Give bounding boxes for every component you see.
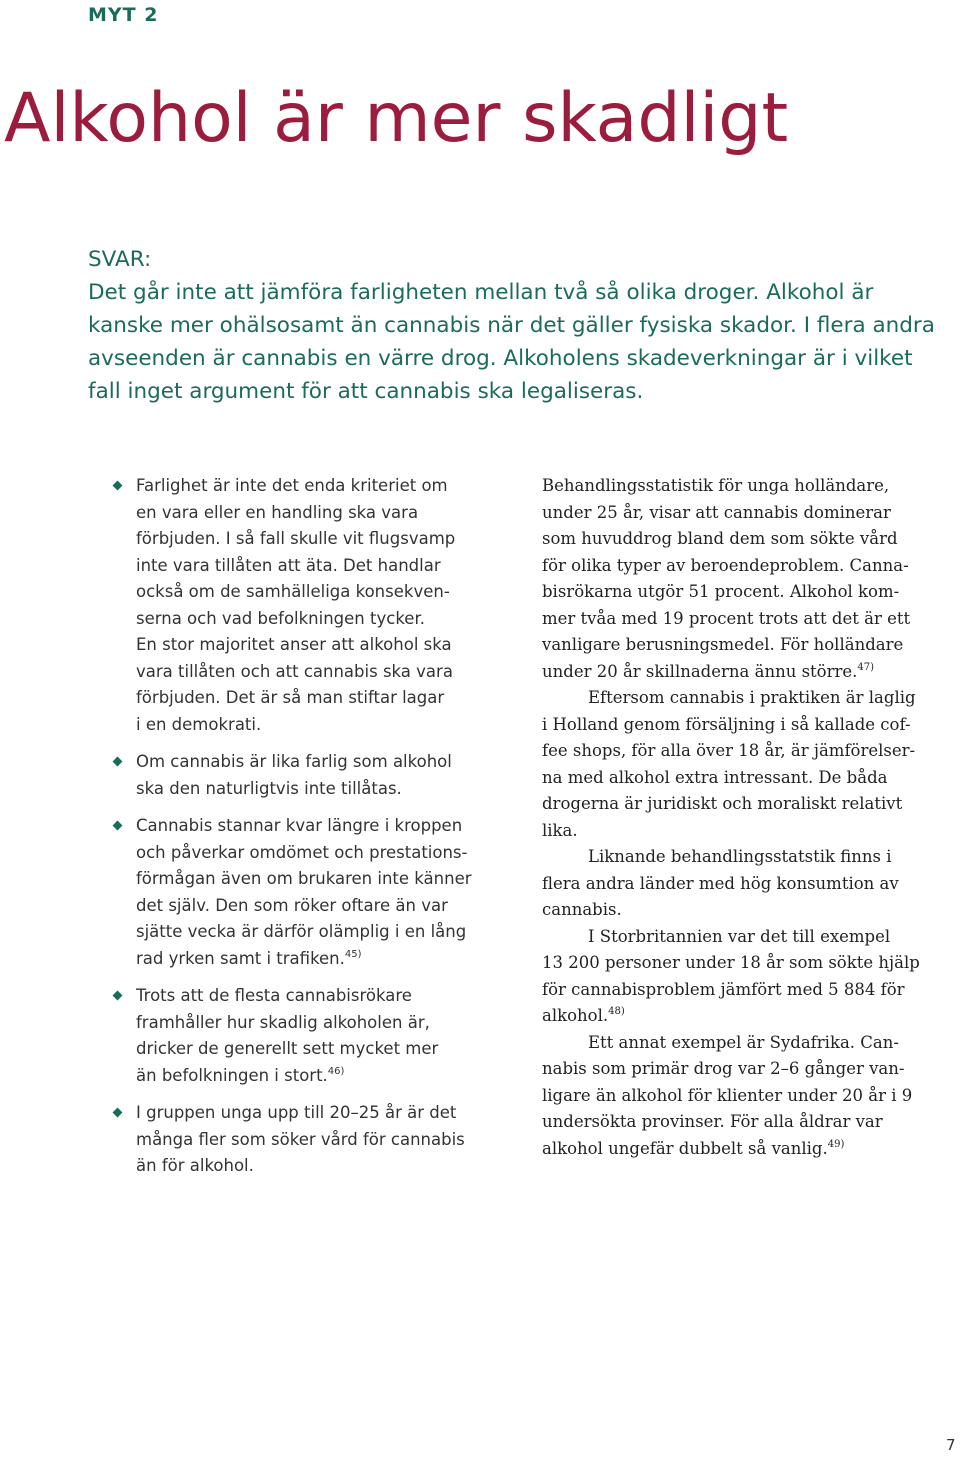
text-line: Behandlingsstatistik för unga holländare, <box>542 476 890 495</box>
text-line-content: alkohol ungefär dubbelt så vanlig. <box>542 1138 828 1158</box>
text-line: bisrökarna utgör 51 procent. Alkohol kom- <box>542 582 900 601</box>
bullet-line: Farlighet är inte det enda kriteriet om <box>136 476 448 495</box>
footnote-ref: 49) <box>827 1138 845 1150</box>
text-line: cannabis. <box>542 900 622 919</box>
text-line: I Storbritannien var det till exempel <box>588 926 891 946</box>
bullet-line: många fler som söker vård för cannabis <box>136 1129 465 1149</box>
paragraph <box>542 844 960 924</box>
paragraph <box>542 1030 960 1163</box>
text-line: som huvuddrog bland dem som sökte vård <box>542 529 898 548</box>
bullet-item <box>112 1100 512 1180</box>
text-line: 13 200 personer under 18 år som sökte hjälp <box>542 953 920 972</box>
text-line: ligare än alkohol för klienter under 20 år i 9 <box>542 1085 913 1105</box>
bullet-line: förbjuden. Det är så man stiftar lagar <box>136 688 445 707</box>
paragraph <box>542 473 960 685</box>
diamond-bullet-icon <box>113 757 123 767</box>
bullet-line: förbjuden. I så fall skulle vit flugsvamp <box>136 529 456 548</box>
answer-line: avseenden är cannabis en värre drog. Alkoholens skadeverkningar är i vilket <box>88 346 913 371</box>
footnote-ref: 46) <box>327 1065 345 1077</box>
bullet-line: det själv. Den som röker oftare än var <box>136 895 448 915</box>
body-text-column <box>542 473 960 1162</box>
text-line: för olika typer av beroendeproblem. Canna- <box>542 555 909 575</box>
bullet-line: Cannabis stannar kvar längre i kroppen <box>136 816 463 835</box>
footnote-ref: 48) <box>608 1006 625 1017</box>
bullet-line: framhåller hur skadlig alkoholen är, <box>136 1012 430 1032</box>
bullet-line <box>136 946 512 973</box>
bullet-list <box>112 473 512 1191</box>
bullet-line <box>136 1063 512 1090</box>
text-line <box>542 1003 960 1030</box>
text-line: i Holland genom försäljning i så kallade cof- <box>542 714 911 734</box>
bullet-line-text: än befolkningen i stort. <box>136 1065 328 1085</box>
text-line: Liknande behandlingsstatstik finns i <box>588 847 892 866</box>
page-title: Alkohol är mer skadligt <box>4 79 789 158</box>
text-line: Eftersom cannabis i praktiken är laglig <box>588 688 916 707</box>
bullet-line: dricker de generellt sett mycket mer <box>136 1039 439 1058</box>
bullet-line: Om cannabis är lika farlig som alkohol <box>136 752 452 771</box>
bullet-line: förmågan även om brukaren inte känner <box>136 869 472 888</box>
bullet-line: också om de samhälleliga konsekven- <box>136 582 450 601</box>
bullet-line-text: rad yrken samt i trafiken. <box>136 948 345 968</box>
text-line: mer tvåa med 19 procent trots att det är ett <box>542 608 911 628</box>
footnote-ref: 45) <box>344 948 362 960</box>
diamond-bullet-icon <box>113 821 123 831</box>
bullet-line: en vara eller en handling ska vara <box>136 502 419 522</box>
text-line-content: alkohol. <box>542 1006 609 1025</box>
paragraph <box>542 685 960 844</box>
bullet-line: vara tillåten och att cannabis ska vara <box>136 661 453 681</box>
answer-line: fall inget argument för att cannabis ska legaliseras. <box>88 379 644 404</box>
text-line: lika. <box>542 820 578 840</box>
paragraph <box>542 924 960 1030</box>
text-line <box>542 1136 960 1163</box>
bullet-line: sjätte vecka är därför olämplig i en lång <box>136 922 467 941</box>
bullet-line: ska den naturligtvis inte tillåtas. <box>136 778 402 798</box>
bullet-line: I gruppen unga upp till 20–25 år är det <box>136 1103 457 1122</box>
bullet-item <box>112 473 512 738</box>
bullet-line: inte vara tillåten att äta. Det handlar <box>136 555 441 575</box>
text-line: Ett annat exempel är Sydafrika. Can- <box>588 1032 899 1052</box>
bullet-line: än för alkohol. <box>136 1156 254 1175</box>
text-line: under 25 år, visar att cannabis dominerar <box>542 502 891 522</box>
bullet-item <box>112 813 512 972</box>
text-line: nabis som primär drog var 2–6 gånger van- <box>542 1059 905 1078</box>
text-line: flera andra länder med hög konsumtion av <box>542 873 899 893</box>
answer-label: SVAR: <box>88 247 152 272</box>
bullet-item <box>112 983 512 1089</box>
bullet-line: Trots att de flesta cannabisrökare <box>136 986 412 1005</box>
text-line: för cannabisproblem jämfört med 5 884 för <box>542 979 905 999</box>
text-line: vanligare berusningsmedel. För holländare <box>542 635 904 654</box>
bullet-item <box>112 749 512 802</box>
bullet-line: i en demokrati. <box>136 714 262 734</box>
text-line: na med alkohol extra intressant. De båda <box>542 767 888 787</box>
page-number: 7 <box>946 1436 956 1454</box>
text-line: drogerna är juridiskt och moraliskt relativt <box>542 794 903 813</box>
diamond-bullet-icon <box>113 1108 123 1118</box>
bullet-line: En stor majoritet anser att alkohol ska <box>136 635 452 654</box>
text-line: fee shops, för alla över 18 år, är jämförelser- <box>542 741 916 760</box>
section-kicker: MYT 2 <box>88 4 159 26</box>
diamond-bullet-icon <box>113 991 123 1001</box>
bullet-line: serna och vad befolkningen tycker. <box>136 608 425 628</box>
footnote-ref: 47) <box>857 661 875 673</box>
bullet-line: och påverkar omdömet och prestations- <box>136 842 468 862</box>
text-line: undersökta provinser. För alla åldrar var <box>542 1112 883 1131</box>
diamond-bullet-icon <box>113 481 123 491</box>
answer-line: kanske mer ohälsosamt än cannabis när det gäller fysiska skador. I flera andra <box>88 313 935 338</box>
answer-block <box>88 243 960 408</box>
text-line <box>542 659 960 686</box>
answer-line: Det går inte att jämföra farligheten mellan två så olika droger. Alkohol är <box>88 280 874 305</box>
text-line-content: under 20 år skillnaderna ännu större. <box>542 661 858 681</box>
